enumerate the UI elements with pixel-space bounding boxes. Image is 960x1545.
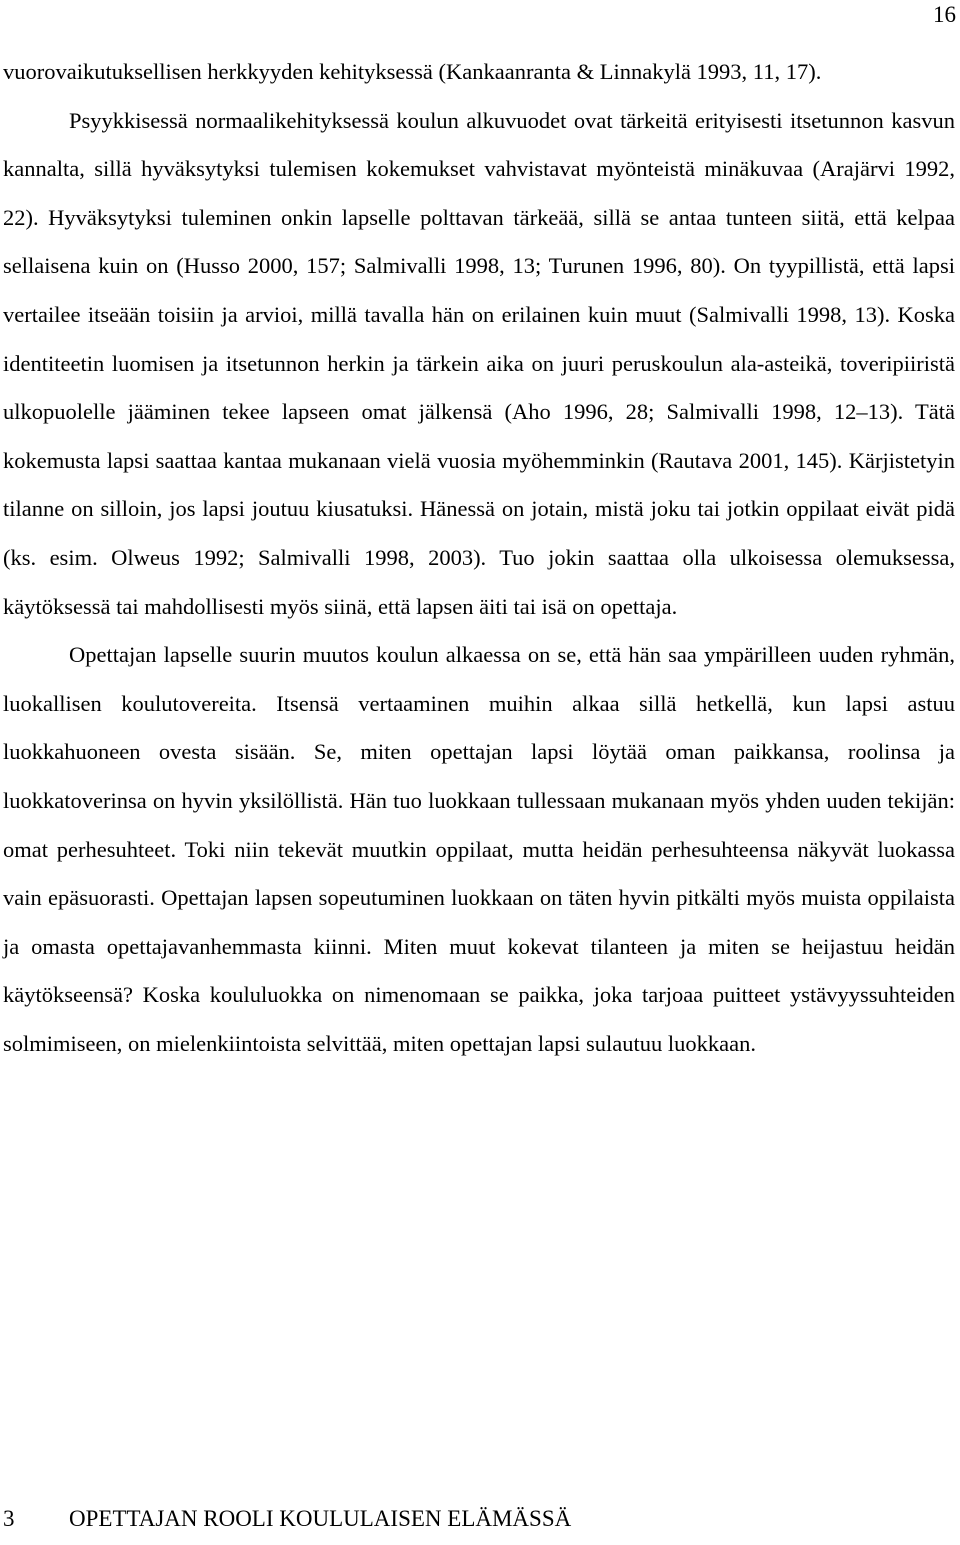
paragraph: Opettajan lapselle suurin muutos koulun alkaessa on se, että hän saa ympärilleen uuden ryhmän, luokallisen koulutovereita. Itsensä vertaaminen muihin alkaa sillä hetkellä, kun lapsi astuu luokkahuoneen ovesta sisään. Se, miten opettajan lapsi löytää oman paikkansa, roolinsa ja luokkatoverinsa on hyvin yksilöllistä. Hän tuo luokkaan tullessaan mukanaan myös yhden uuden tekijän: omat perhesuhteet. Toki niin tekevät muutkin oppilaat, mutta heidän perhesuhteensa näkyvät luokassa vain epäsuorasti. Opettajan lapsen sopeutuminen luokkaan on täten hyvin pitkälti myös muista oppilaista ja omasta opettajavanhemmasta kiinni. Miten muut kokevat tilanteen ja miten se heijastuu heidän käytökseensä? Koska koululuokka on nimenomaan se paikka, joka tarjoaa puitteet ystävyyssuhteiden solmimiseen, on mielenkiintoista selvittää, miten opettajan lapsi sulautuu luokkaan.	[3, 642, 955, 1056]
paragraph-continuation: vuorovaikutuksellisen herkkyyden kehityksessä (Kankaanranta & Linnakylä 1993, 11, 17).	[3, 59, 822, 84]
section-number: 3	[3, 1506, 15, 1531]
paragraph: Psyykkisessä normaalikehityksessä koulun alkuvuodet ovat tärkeitä erityisesti itsetunnon kasvun kannalta, sillä hyväksytyksi tulemisen kokemukset vahvistavat myönteistä minäkuvaa (Arajärvi 1992, 22). Hyväksytyksi tuleminen onkin lapselle polttavan tärkeää, sillä se antaa tunteen siitä, että kelpaa sellaisena kuin on (Husso 2000, 157; Salmivalli 1998, 13; Turunen 1996, 80). On tyypillistä, että lapsi vertailee itseään toisiin ja arvioi, millä tavalla hän on erilainen kuin muut (Salmivalli 1998, 13). Koska identiteetin luomisen ja itsetunnon herkin ja tärkein aika on juuri peruskoulun ala-asteikä, toveripiiristä ulkopuolelle jääminen tekee lapseen omat jälkensä (Aho 1996, 28; Salmivalli 1998, 12–13). Tätä kokemusta lapsi saattaa kantaa mukanaan vielä vuosia myöhemminkin (Rautava 2001, 145). Kärjistetyin tilanne on silloin, jos lapsi joutuu kiusatuksi. Hänessä on jotain, mistä joku tai jotkin oppilaat eivät pidä (ks. esim. Olweus 1992; Salmivalli 1998, 2003). Tuo jokin saattaa olla ulkoisessa olemuksessa, käytöksessä tai mahdollisesti myös siinä, että lapsen äiti tai isä on opettaja.	[3, 107, 955, 619]
body-text	[3, 48, 955, 1068]
page-number: 16	[933, 2, 956, 27]
section-heading	[3, 1499, 571, 1539]
section-title: OPETTAJAN ROOLI KOULULAISEN ELÄMÄSSÄ	[69, 1506, 572, 1531]
